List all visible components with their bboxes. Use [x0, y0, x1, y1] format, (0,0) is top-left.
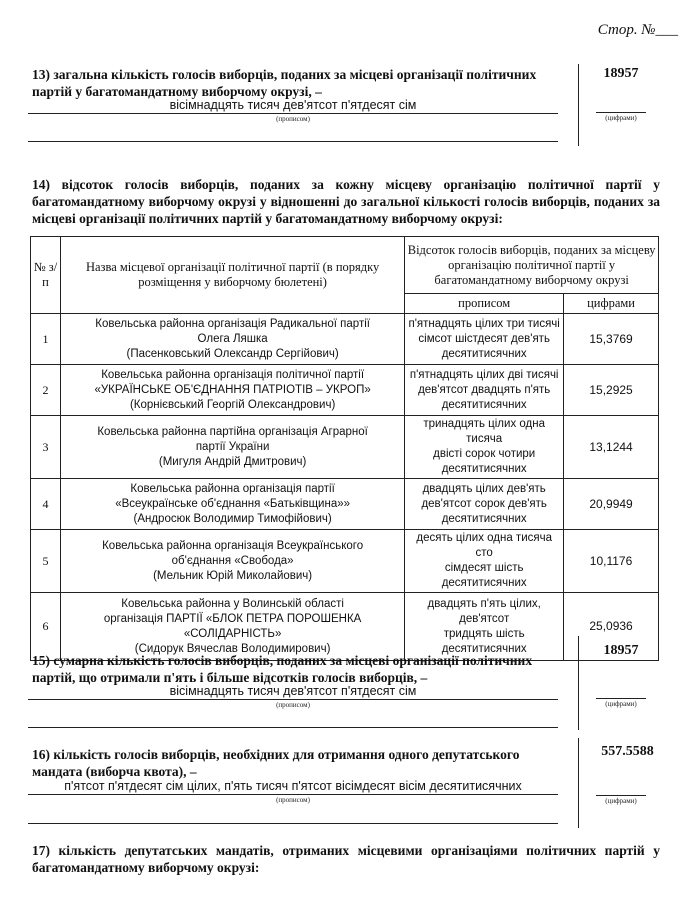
percent-words-line: двадцять цілих дев'ять — [422, 482, 546, 495]
table-row — [31, 479, 659, 530]
section-14-text: 14) відсоток голосів виборців, поданих за кожну місцеву організацію політичної партії у багатомандатному виборчому окрузі у відношенні до загальної кількості голосів виборців, поданих за місцеві організації політичних партій у багатомандатному виборчому окрузі: — [32, 177, 660, 226]
percent-digits: 10,1176 — [564, 530, 659, 593]
section-13-digits-caption: (цифрами) — [605, 114, 637, 122]
party-name-cell — [60, 416, 404, 479]
percent-digits: 25,0936 — [564, 593, 659, 661]
section-13-words: вісімнадцять тисяч дев'ятсот п'ятдесят сім — [169, 98, 417, 112]
party-name-line: об'єднання «Свобода» — [171, 554, 294, 567]
row-number: 2 — [31, 365, 61, 416]
section-16-digits: 557.5588 — [601, 744, 654, 759]
party-name-line: партії України — [195, 440, 270, 453]
section-15-digits-caption: (цифрами) — [605, 700, 637, 708]
header-digits: цифрами — [564, 294, 659, 314]
percent-words-cell — [405, 593, 564, 661]
row-number: 6 — [31, 593, 61, 661]
percent-words-line: десятитисячних — [441, 463, 527, 475]
header-words: прописом — [405, 294, 564, 314]
percent-words-cell — [405, 416, 564, 479]
percent-words-line: десятитисячних — [441, 512, 527, 525]
party-leader: (Мигуля Андрій Дмитрович) — [158, 455, 307, 468]
header-party-name: Назва місцевої організації політичної партії (в порядку розміщення у виборчому бюлетені) — [60, 237, 404, 314]
section-15-digits: 18957 — [603, 643, 639, 658]
party-name-line: Ковельська районна організація Радикальної партії — [95, 317, 370, 330]
row-number: 3 — [31, 416, 61, 479]
party-name-line: Ковельська районна організація партії — [130, 482, 335, 495]
percent-words-line: десять цілих одна тисяча сто — [416, 532, 552, 559]
section-15-separator — [578, 636, 579, 730]
percent-digits: 15,3769 — [564, 314, 659, 365]
row-number: 5 — [31, 530, 61, 593]
percent-words-line: двадцять п'ять цілих, дев'ятсот — [427, 597, 541, 625]
percent-digits: 20,9949 — [564, 479, 659, 530]
percent-words-line: дев'ятсот сорок дев'ять — [421, 497, 547, 510]
section-15-text: 15) сумарна кількість голосів виборців, поданих за місцеві організації політичних партій, що отримали п'ять і більше відсотків голосів виборців, – — [32, 653, 533, 685]
percent-digits: 15,2925 — [564, 365, 659, 416]
party-leader: (Пасенковський Олександр Сергійович) — [126, 347, 339, 360]
percent-words-line: сімсот шістдесят дев'ять — [418, 332, 550, 345]
section-15-words-line — [28, 699, 558, 700]
percent-words-line: двісті сорок чотири — [433, 448, 536, 460]
percent-words-cell — [405, 479, 564, 530]
party-name-cell — [60, 365, 404, 416]
party-name-cell — [60, 593, 404, 661]
party-leader: (Мельник Юрій Миколайович) — [153, 569, 313, 582]
percent-words-line: дев'ятсот двадцять п'ять — [418, 383, 551, 396]
section-13-digits: 18957 — [603, 66, 639, 81]
party-name-line: організація ПАРТІЇ «БЛОК ПЕТРА ПОРОШЕНКА — [103, 612, 362, 625]
row-number: 4 — [31, 479, 61, 530]
percent-words-line: тридцять шість десятитисячних — [441, 627, 527, 655]
page-number: Стор. №___ — [597, 22, 678, 38]
section-13-extra-line — [28, 141, 558, 142]
table-row — [31, 416, 659, 479]
table-row — [31, 593, 659, 661]
row-number: 1 — [31, 314, 61, 365]
party-leader: (Андросюк Володимир Тимофійович) — [133, 512, 332, 525]
percent-words-cell — [405, 365, 564, 416]
percent-words-cell — [405, 314, 564, 365]
section-16-words-line — [28, 794, 558, 795]
party-leader: (Корнієвський Георгій Олександрович) — [129, 398, 336, 411]
results-table — [30, 236, 659, 661]
section-13-separator — [578, 64, 579, 146]
section-17-text: 17) кількість депутатських мандатів, отриманих місцевими організаціями політичних партій у багатомандатному виборчому окрузі: — [32, 843, 660, 875]
table-row — [31, 365, 659, 416]
section-15-words: вісімнадцять тисяч дев'ятсот п'ятдесят сім — [169, 684, 417, 698]
party-name-cell — [60, 314, 404, 365]
header-percentage: Відсоток голосів виборців, поданих за місцеву організацію політичної партії у багатомандатному виборчому окрузі — [405, 237, 659, 294]
party-name-line: Ковельська районна організація Всеукраїнського — [102, 539, 364, 552]
percent-words-cell — [405, 530, 564, 593]
percent-words-line: десятитисячних — [441, 347, 527, 360]
party-name-line: «СОЛІДАРНІСТЬ» — [183, 627, 282, 640]
percent-words-line: п'ятнадцять цілих дві тисячі — [409, 368, 559, 381]
section-13-words-caption: (прописом) — [276, 115, 310, 123]
percent-words-line: десятитисячних — [441, 398, 527, 411]
section-16-extra-line — [28, 823, 558, 824]
section-16-text: 16) кількість голосів виборців, необхідних для отримання одного депутатського мандата (виборча квота), – — [32, 747, 520, 779]
party-name-cell — [60, 479, 404, 530]
section-16-digits-line — [596, 795, 646, 796]
party-name-line: Ковельська районна у Волинській області — [121, 597, 344, 610]
section-16-digits-caption: (цифрами) — [605, 797, 637, 805]
table-row — [31, 314, 659, 365]
percent-words-line: п'ятнадцять цілих три тисячі — [408, 317, 560, 330]
party-leader: (Сидорук Вячеслав Володимирович) — [134, 642, 331, 655]
section-15-extra-line — [28, 727, 558, 728]
section-16-words-caption: (прописом) — [276, 796, 310, 804]
table-row — [31, 530, 659, 593]
party-name-line: Ковельська районна організація політичної партії — [101, 368, 365, 381]
section-13-text: 13) загальна кількість голосів виборців, поданих за місцеві організації політичних партій у багатомандатному виборчому окрузі, – — [32, 67, 537, 99]
section-16-words: п'ятсот п'ятдесят сім цілих, п'ять тисяч п'ятсот вісімдесят вісім десятитисячних — [64, 779, 522, 793]
party-name-line: Ковельська районна партійна організація Аграрної — [97, 425, 368, 438]
percent-words-line: тринадцять цілих одна тисяча — [423, 418, 545, 445]
section-15-digits-line — [596, 698, 646, 699]
percent-words-line: сімдесят шість десятитисячних — [441, 562, 527, 589]
party-name-line: «УКРАЇНСЬКЕ ОБ'ЄДНАННЯ ПАТРІОТІВ – УКРОП» — [94, 383, 371, 396]
section-13-digits-line — [596, 112, 646, 113]
header-number: № з/п — [31, 237, 61, 314]
percent-digits: 13,1244 — [564, 416, 659, 479]
section-15-words-caption: (прописом) — [276, 701, 310, 709]
party-name-cell — [60, 530, 404, 593]
section-13-words-line — [28, 113, 558, 114]
section-16-separator — [578, 738, 579, 828]
party-name-line: «Всеукраїнське об'єднання «Батьківщина»» — [115, 497, 351, 510]
party-name-line: Олега Ляшка — [197, 332, 268, 345]
